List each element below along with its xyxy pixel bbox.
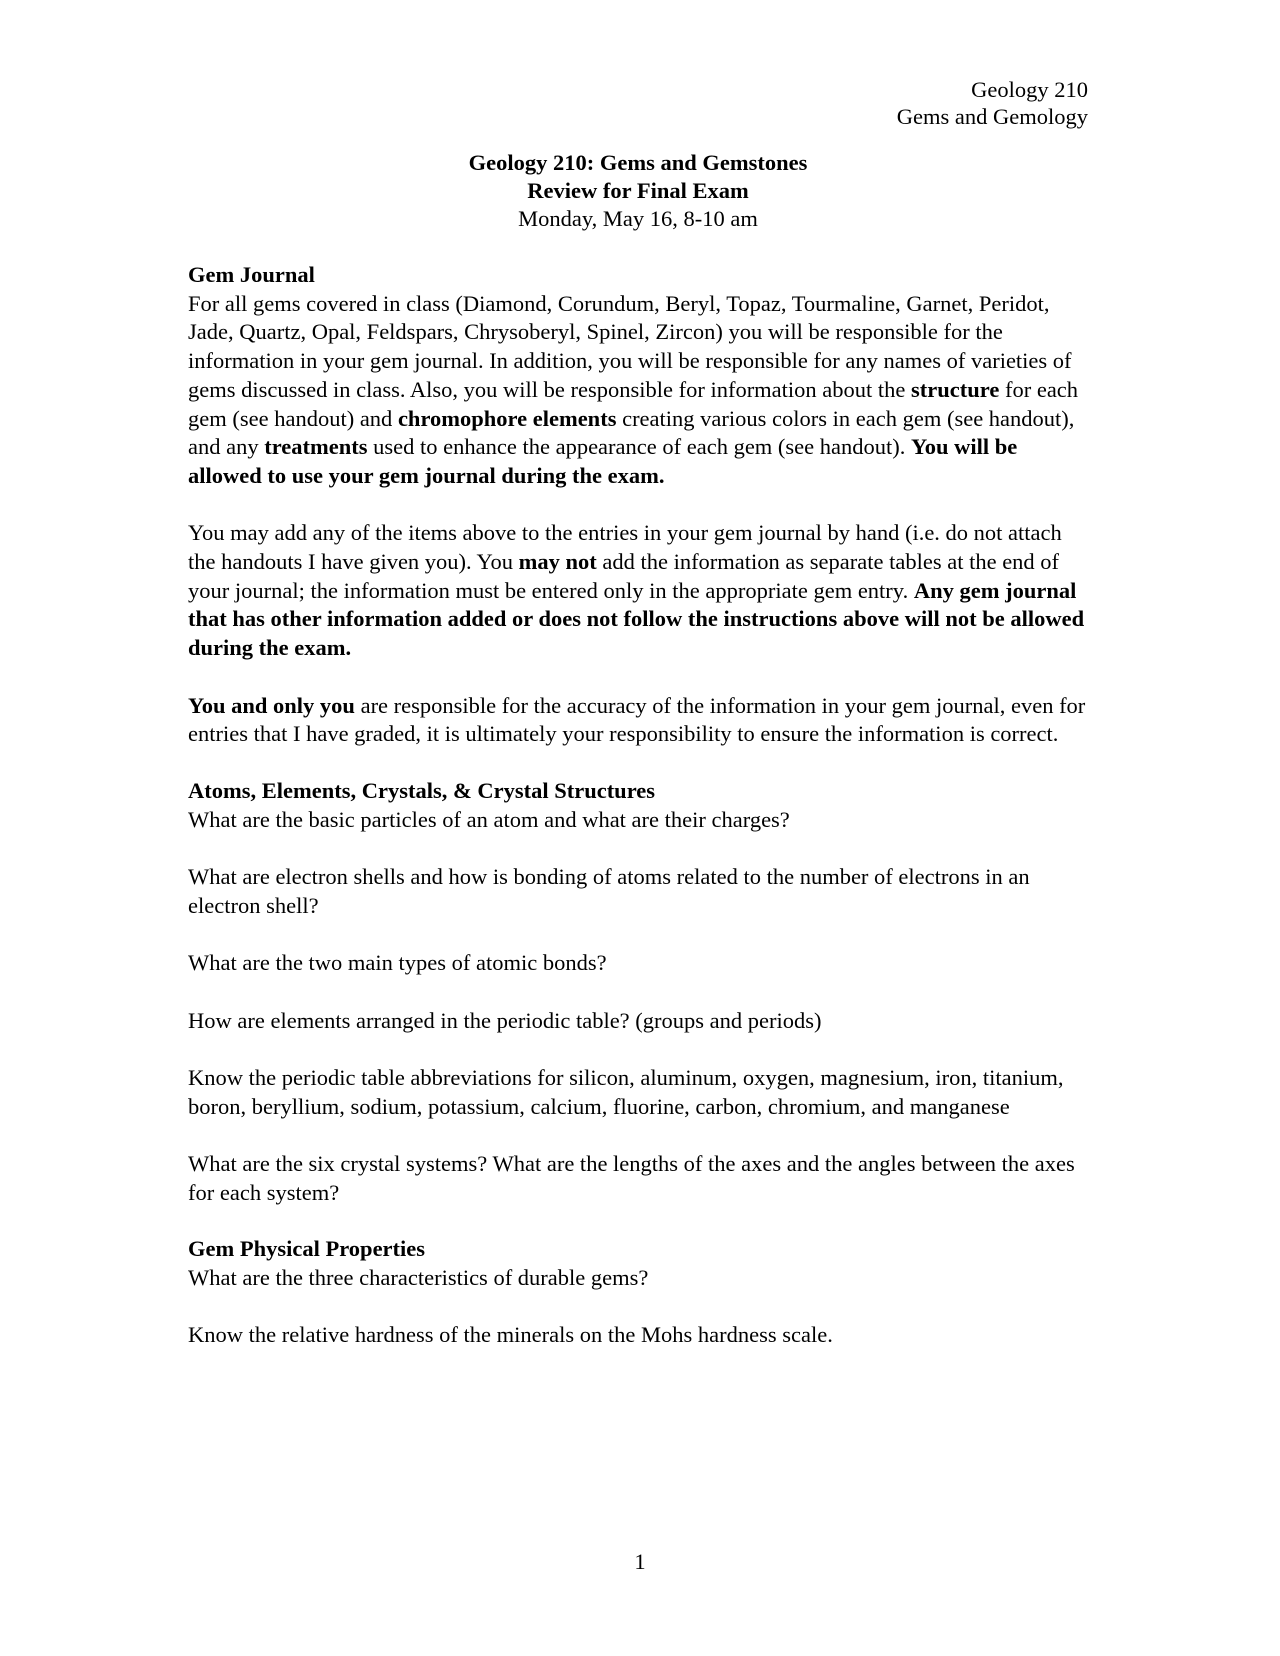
text-run: add the information as separate tables at the end of your journal; the information must be entered only in the appropriate gem entry. bbox=[188, 549, 1060, 603]
atoms-section bbox=[188, 777, 1088, 1207]
document-title: Geology 210: Gems and Gemstones bbox=[468, 150, 808, 175]
document-subtitle: Review for Final Exam bbox=[527, 178, 749, 203]
text-run: creating various colors in each gem (see handout), and any bbox=[188, 405, 1075, 460]
bold-run: treatments bbox=[264, 434, 368, 460]
text-run: are responsible for the accuracy of the information in your gem journal, even for entries that I have graded, it is ultimately your responsibility to ensure the information is correct. bbox=[188, 692, 1086, 747]
header-course: Geology 210 bbox=[971, 77, 1088, 102]
gem-journal-paragraph-2 bbox=[188, 519, 1088, 663]
physical-properties-section bbox=[188, 1235, 1088, 1350]
document-title-block bbox=[188, 149, 1088, 233]
gem-journal-paragraph-3 bbox=[188, 692, 1088, 749]
exam-date: Monday, May 16, 8-10 am bbox=[518, 206, 758, 231]
gem-journal-section bbox=[188, 261, 1088, 749]
text-run: For all gems covered in class (Diamond, Corundum, Beryl, Topaz, Tourmaline, Garnet, Peridot, Jade, Quartz, Opal, Feldspars, Chrysoberyl, Spinel, Zircon) you will be responsible for the information in your gem journal. In addition, you will be responsible for any names of varieties of gems discussed in class. Also, you will be responsible for information about the bbox=[188, 290, 1072, 402]
atoms-heading: Atoms, Elements, Crystals, & Crystal Structures bbox=[188, 777, 656, 803]
text-run: used to enhance the appearance of each gem (see handout). bbox=[367, 434, 912, 460]
review-question: Know the relative hardness of the minerals on the Mohs hardness scale. bbox=[188, 1322, 833, 1348]
bold-run: You and only you bbox=[188, 692, 355, 718]
page-content bbox=[188, 76, 1088, 1350]
physical-properties-heading: Gem Physical Properties bbox=[188, 1236, 426, 1262]
text-run: for each gem (see handout) and bbox=[188, 376, 1079, 431]
running-header bbox=[188, 76, 1088, 130]
bold-run: may not bbox=[518, 549, 597, 575]
bold-run: structure bbox=[911, 376, 1000, 402]
review-question: How are elements arranged in the periodic table? (groups and periods) bbox=[188, 1007, 822, 1033]
gem-journal-heading: Gem Journal bbox=[188, 262, 315, 287]
page-number: 1 bbox=[634, 1549, 646, 1574]
review-question: What are electron shells and how is bonding of atoms related to the number of electrons in an electron shell? bbox=[188, 864, 1030, 918]
header-subject: Gems and Gemology bbox=[896, 104, 1088, 129]
text-run: You may add any of the items above to the entries in your gem journal by hand (i.e. do not attach the handouts I have given you). You bbox=[188, 520, 1062, 575]
review-question: What are the two main types of atomic bonds? bbox=[188, 950, 607, 976]
review-question: What are the three characteristics of durable gems? bbox=[188, 1265, 649, 1291]
bold-run: You will be allowed to use your gem journal during the exam. bbox=[188, 434, 1018, 488]
gem-journal-paragraph-1 bbox=[188, 290, 1088, 491]
bold-run: chromophore elements bbox=[397, 405, 617, 431]
review-question: What are the basic particles of an atom and what are their charges? bbox=[188, 806, 790, 832]
bold-run: Any gem journal that has other information added or does not follow the instructions above will not be allowed during the exam. bbox=[188, 577, 1085, 661]
review-question: What are the six crystal systems? What are the lengths of the axes and the angles between the axes for each system? bbox=[188, 1150, 1075, 1205]
review-question: Know the periodic table abbreviations for silicon, aluminum, oxygen, magnesium, iron, titanium, boron, beryllium, sodium, potassium, calcium, fluorine, carbon, chromium, and manganese bbox=[188, 1064, 1064, 1119]
